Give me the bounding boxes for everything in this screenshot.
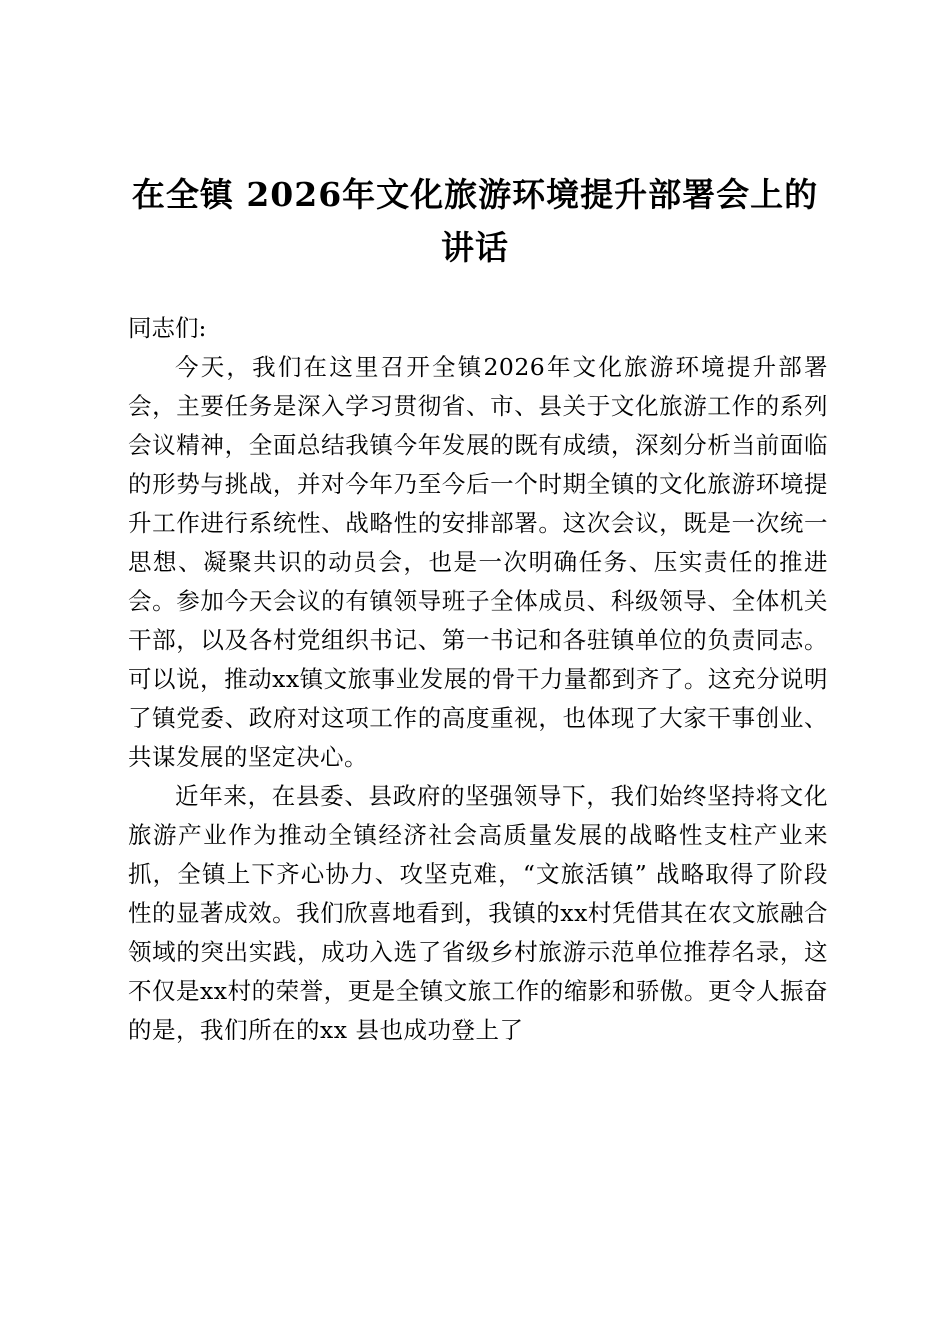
salutation: 同志们: xyxy=(128,314,207,342)
paragraph-2: 近年来，在县委、县政府的坚强领导下，我们始终坚持将文化旅游产业作为推动全镇经济社会高质量发展的战略性支柱产业来抓，全镇上下齐心协力、攻坚克难，“文旅活镇” 战略取得了阶段性的显著成效。我们欣喜地看到，我镇的xx村凭借其在农文旅融合领域的突出实践，成功入选了省级乡村旅游示范单位推荐名录，这不仅是xx村的荣誉，更是全镇文旅工作的缩影和骄傲。更令人振奋的是，我们所在的xx 县也成功登上了 xyxy=(128,782,828,1044)
document-title: 在全镇 2026年文化旅游环境提升部署会上的讲话 xyxy=(131,175,819,267)
paragraph-1: 今天，我们在这里召开全镇2026年文化旅游环境提升部署会，主要任务是深入学习贯彻省、市、县关于文化旅游工作的系列会议精神，全面总结我镇今年发展的既有成绩，深刻分析当前面临的形势与挑战，并对今年乃至今后一个时期全镇的文化旅游环境提升工作进行系统性、战略性的安排部署。这次会议，既是一次统一思想、凝聚共识的动员会，也是一次明确任务、压实责任的推进会。参加今天会议的有镇领导班子全体成员、科级领导、全体机关干部，以及各村党组织书记、第一书记和各驻镇单位的负责同志。可以说，推动xx镇文旅事业发展的骨干力量都到齐了。这充分说明了镇党委、政府对这项工作的高度重视，也体现了大家干事创业、共谋发展的坚定决心。 xyxy=(128,353,828,771)
document-body xyxy=(128,309,828,1050)
